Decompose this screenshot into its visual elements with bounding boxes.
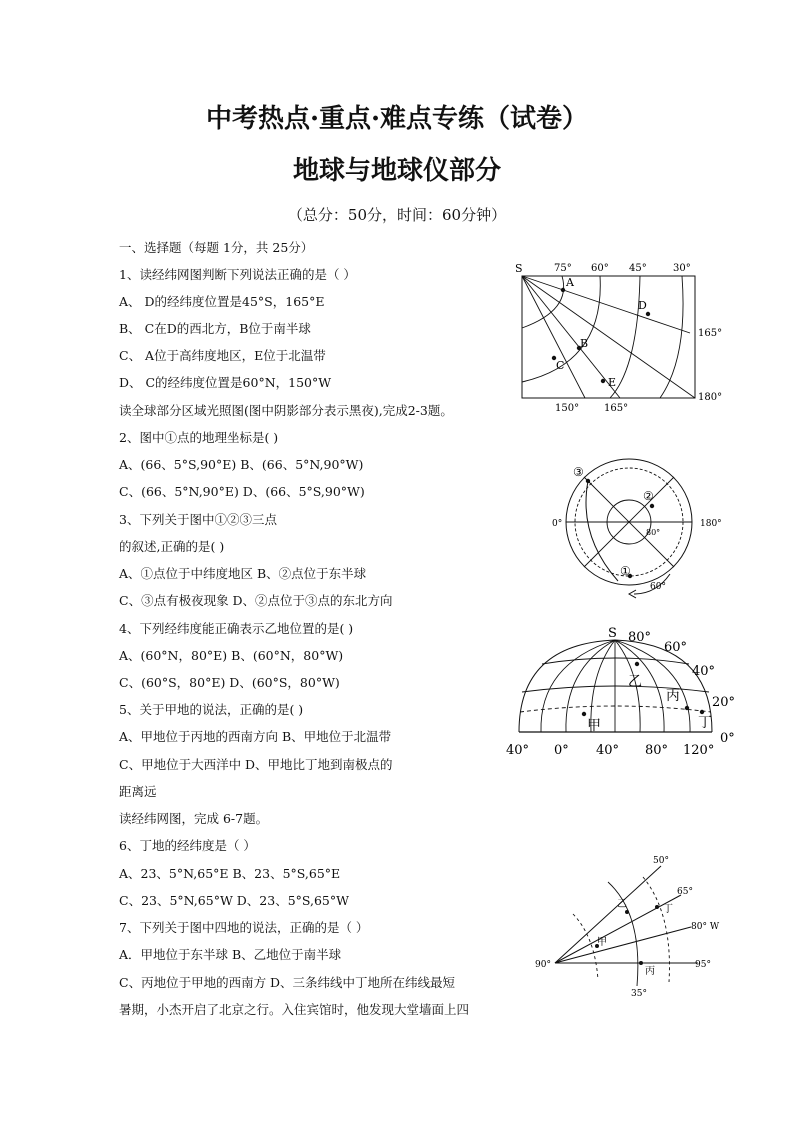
fig3-pole-lat: 80° [628,630,652,645]
fig3-right-label: 0° [720,731,735,746]
fig1-point-e [601,379,605,383]
q7-stem: 7、下列关于图中四地的说法，正确的是（ ） [119,920,369,935]
q5-continued: 距离远 [119,784,157,799]
passage-tail: 暑期，小杰开启了北京之行。入住宾馆时，他发现大堂墙面上四 [119,1002,470,1017]
fig4-center-label: 90° [535,960,551,970]
fig4-label-yi: 乙 [617,899,627,910]
fig3-right-label: 40° [692,664,716,679]
fig3-bottom-label: 80° [645,743,669,758]
fig3-point-ding [700,710,704,714]
fig4-point-ding [655,905,659,909]
fig3-parallel-20 [520,706,711,712]
fig1-meridian-158 [522,276,620,398]
fig1-bottom-label: 165° [604,403,629,414]
q1-stem: 1、读经纬网图判断下列说法正确的是（ ） [119,267,356,282]
figure-q2-illumination [548,456,728,606]
fig4-point-bing [639,961,643,965]
fig1-top-label: 75° [554,263,572,274]
figure-q6-graticule [533,852,733,1004]
fig1-right-label: 180° [698,392,723,403]
fig1-right-label: 165° [698,328,723,339]
fig1-top-label: 30° [673,263,691,274]
fig3-label-ding: 丁 [698,715,712,731]
q1-option-c: C、 A位于高纬度地区，E位于北温带 [119,348,326,363]
q3-stem-line1: 3、下列关于图中①②③三点 [119,512,277,527]
fig1-top-label: 60° [591,263,609,274]
fig2-label-1: ① [620,564,631,578]
q5-options-cd: C、甲地位于大西洋中 D、甲地比丁地到南极点的 [119,757,393,772]
fig2-terminator [586,481,618,581]
figure-q1-graticule [510,258,730,418]
fig4-lat-label: 65° [677,887,693,897]
fig1-bottom-label: 150° [555,403,580,414]
q7-options-ab: A．甲地位于东半球 B、乙地位于南半球 [119,947,342,962]
q5-options-ab: A、甲地位于丙地的西南方向 B、甲地位于北温带 [119,729,392,744]
q2-options-cd: C、(66、5°N,90°E) D、(66、5°S,90°W) [119,484,365,499]
fig1-point-a [561,288,565,292]
fig2-right-label: 180° [700,519,722,529]
fig3-point-jia [582,712,586,716]
fig3-pole-label: S [608,626,617,641]
fig3-right-label: 60° [664,640,688,655]
fig3-point-yi [635,662,639,666]
fig3-bottom-label: 40° [596,743,620,758]
figure-q4-graticule [504,624,742,760]
intro-q2-3: 读全球部分区域光照图(图中阴影部分表示黑夜),完成2-3题。 [119,403,453,418]
fig1-top-label: 45° [629,263,647,274]
q5-stem: 5、关于甲地的说法，正确的是( ) [119,702,304,717]
q6-options-cd: C、23、5°N,65°W D、23、5°S,65°W [119,893,349,908]
q4-options-ab: A、(60°N，80°E) B、(60°N，80°W) [119,648,344,663]
fig2-point-2 [650,504,654,508]
fig2-point-3 [586,479,590,483]
q3-stem-line2: 的叙述,正确的是( ) [119,539,225,554]
fig3-label-bing: 丙 [666,688,680,704]
q6-stem: 6、丁地的经纬度是（ ） [119,838,256,853]
fig2-label-2: ② [643,489,654,503]
fig1-label-b: B [580,337,589,350]
q1-option-b: B、 C在D的西北方，B位于南半球 [119,321,311,336]
fig4-label-ding: 丁 [663,904,673,915]
exam-subtitle: 地球与地球仪部分 [292,156,501,186]
fig1-pole-label: S [515,262,523,275]
exam-title: 中考热点·重点·难点专练（试卷） [205,104,589,134]
fig4-label-jia: 甲 [597,937,607,948]
fig1-label-e: E [608,376,617,389]
fig3-label-jia: 甲 [587,718,601,734]
q4-options-cd: C、(60°S，80°E) D、(60°S，80°W) [119,675,340,690]
q3-options-cd: C、③点有极夜现象 D、②点位于③点的东北方向 [119,593,393,608]
fig4-point-yi [625,910,629,914]
fig2-inner-label: 80° [646,528,661,537]
exam-meta: （总分：50分，时间：60分钟） [287,206,507,224]
fig3-bottom-label: 40° [506,743,530,758]
fig4-lat-label: 80° W [691,922,720,932]
fig3-point-bing [685,706,689,710]
q7-options-cd: C、丙地位于甲地的西南方 D、三条纬线中丁地所在纬线最短 [119,975,456,990]
q2-options-ab: A、(66、5°S,90°E) B、(66、5°N,90°W) [119,457,364,472]
q4-stem: 4、下列经纬度能正确表示乙地位置的是( ) [119,621,354,636]
fig4-lat-label: 50° [653,856,669,866]
fig1-label-c: C [556,359,565,372]
intro-q6-7: 读经纬网图，完成 6-7题。 [119,811,269,826]
fig4-bottom-label: 35° [631,989,647,999]
fig2-left-label: 0° [552,519,563,529]
fig3-parallel-60 [542,658,689,664]
fig2-label-3: ③ [573,465,584,479]
fig3-label-yi: 乙 [628,674,642,690]
fig1-label-d: D [638,299,647,312]
fig3-right-label: 20° [712,695,736,710]
fig3-bottom-label: 120° [683,743,715,758]
fig4-label-bing: 丙 [645,966,655,977]
q3-options-ab: A、①点位于中纬度地区 B、②点位于东半球 [119,566,367,581]
fig1-label-a: A [566,276,574,289]
q1-option-a: A、 D的经纬度位置是45°S，165°E [119,294,325,309]
q2-stem: 2、图中①点的地理坐标是( ) [119,430,279,445]
q1-option-d: D、 C的经纬度位置是60°N，150°W [119,375,332,390]
fig3-bottom-label: 0° [554,743,569,758]
fig2-bottom-label: 60° [650,582,666,592]
fig4-solid-arc [608,882,638,986]
fig4-lat-label: 95° [695,960,711,970]
fig1-point-d [646,312,650,316]
fig1-parallel-30 [660,276,683,398]
section-heading: 一、选择题（每题 1分，共 25分） [119,240,314,255]
q6-options-ab: A、23、5°N,65°E B、23、5°S,65°E [119,866,341,881]
